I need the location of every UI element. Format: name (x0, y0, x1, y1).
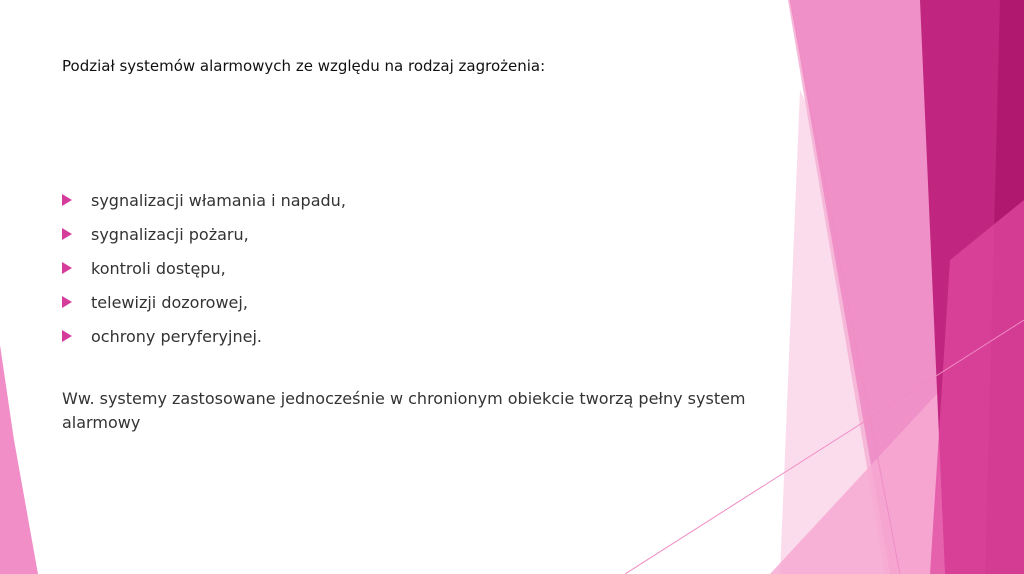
list-item-text: telewizji dozorowej, (91, 292, 248, 312)
list-item-text: kontroli dostępu, (91, 258, 226, 278)
list-item-text: sygnalizacji włamania i napadu, (91, 190, 346, 210)
list-item (62, 319, 346, 353)
triangle-bullet-icon (62, 330, 72, 342)
summary-paragraph: Ww. systemy zastosowane jednocześnie w chronionym obiekcie tworzą pełny system alarmowy (62, 389, 746, 432)
list-item (62, 217, 346, 251)
triangle-bullet-icon (62, 228, 72, 240)
triangle-bullet-icon (62, 296, 72, 308)
bullet-list (62, 183, 346, 353)
list-item (62, 251, 346, 285)
slide-title: Podział systemów alarmowych ze względu na rodzaj zagrożenia: (62, 57, 546, 75)
left-edge-stripe (0, 345, 38, 574)
list-item-text: ochrony peryferyjnej. (91, 326, 262, 346)
list-item (62, 285, 346, 319)
list-item (62, 183, 346, 217)
triangle-bullet-icon (62, 194, 72, 206)
list-item-text: sygnalizacji pożaru, (91, 224, 249, 244)
triangle-bullet-icon (62, 262, 72, 274)
